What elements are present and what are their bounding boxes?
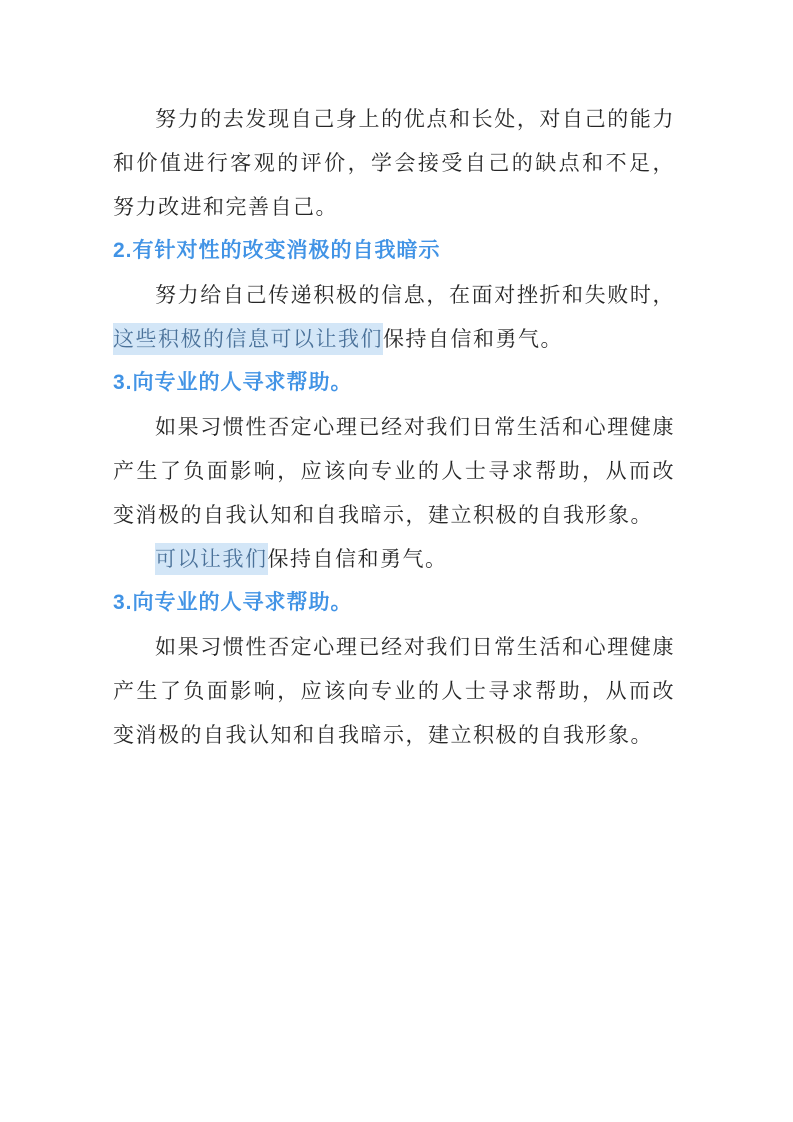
paragraph-text: 如果习惯性否定心理已经对我们日常生活和心理健康产生了负面影响，应该向专业的人士寻求帮助，从而改变消极的自我认知和自我暗示，建立积极的自我形象。 [113, 415, 675, 527]
body-paragraph [113, 625, 675, 757]
paragraph-text: 如果习惯性否定心理已经对我们日常生活和心理健康产生了负面影响，应该向专业的人士寻求帮助，从而改变消极的自我认知和自我暗示，建立积极的自我形象。 [113, 635, 675, 747]
paragraph-text: 努力给自己传递积极的信息，在面对挫折和失败时， [155, 283, 675, 307]
paragraph-text: 努力的去发现自己身上的优点和长处，对自己的能力和价值进行客观的评价，学会接受自己的缺点和不足，努力改进和完善自己。 [113, 107, 675, 219]
section-heading: 3.向专业的人寻求帮助。 [113, 371, 353, 394]
paragraph-text: 保持自信和勇气。 [267, 547, 448, 571]
highlighted-text: 这些积极的信息可以让我们 [113, 323, 383, 355]
document-content [113, 97, 675, 757]
highlighted-text: 可以让我们 [155, 543, 268, 575]
body-paragraph [113, 273, 675, 361]
body-paragraph [113, 537, 675, 581]
body-paragraph [113, 97, 675, 229]
section-heading: 3.向专业的人寻求帮助。 [113, 591, 353, 614]
section-heading: 2.有针对性的改变消极的自我暗示 [113, 239, 441, 262]
body-paragraph [113, 405, 675, 537]
paragraph-text: 保持自信和勇气。 [383, 327, 563, 351]
